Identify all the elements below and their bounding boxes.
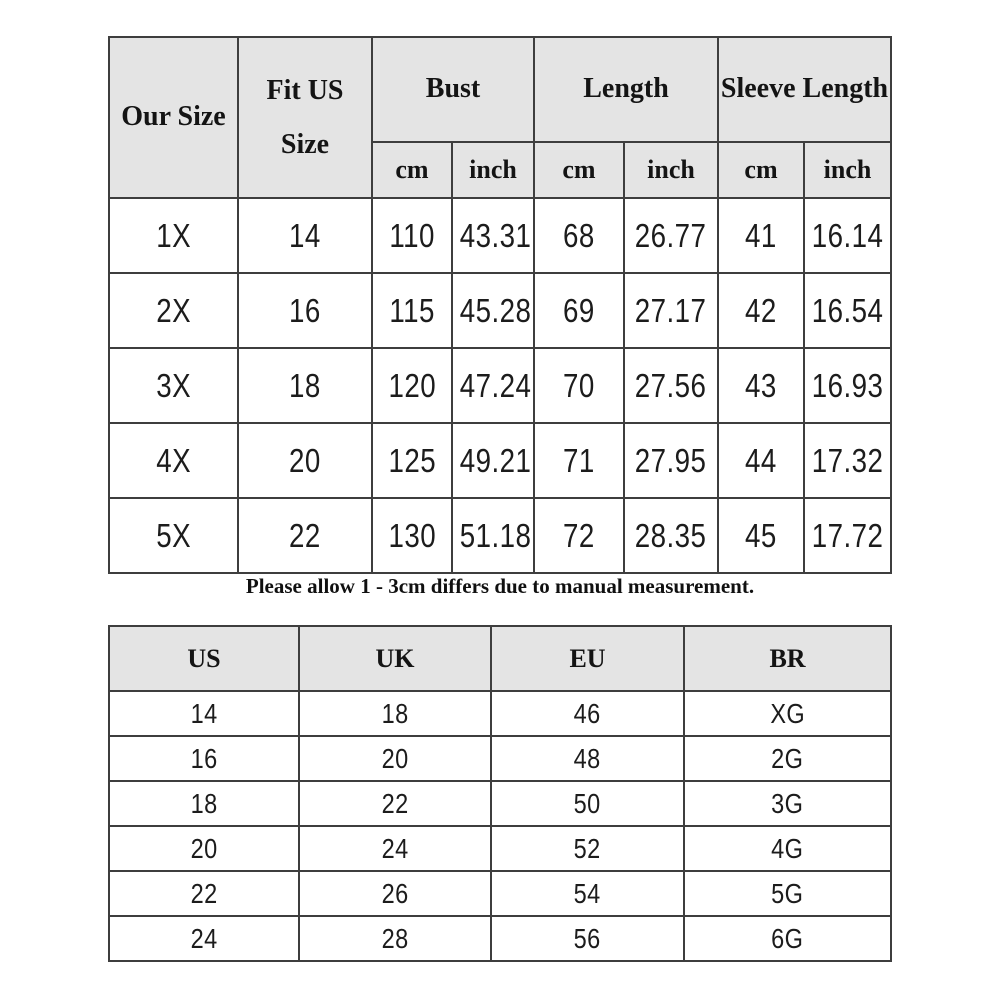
cell-br: 5G (684, 871, 891, 916)
cell-fit-us: 18 (238, 348, 372, 423)
conversion-header-row (109, 626, 891, 691)
header-sleeve-length: Sleeve Length (718, 37, 891, 142)
cell-sleeve-inch: 16.93 (804, 348, 891, 423)
cell-bust-cm: 120 (372, 348, 452, 423)
cell-eu: 46 (491, 691, 684, 736)
cell-bust-inch: 49.21 (452, 423, 534, 498)
size-row-4x (109, 423, 891, 498)
cell-sleeve-cm: 41 (718, 198, 804, 273)
conversion-row (109, 916, 891, 961)
measurement-note: Please allow 1 - 3cm differs due to manual measurement. (245, 574, 755, 598)
conversion-row (109, 781, 891, 826)
size-conversion-table (108, 625, 892, 962)
cell-sleeve-cm: 42 (718, 273, 804, 348)
cell-our-size: 4X (109, 423, 238, 498)
cell-length-cm: 71 (534, 423, 624, 498)
size-row-5x (109, 498, 891, 573)
conversion-row (109, 871, 891, 916)
conversion-row (109, 826, 891, 871)
header-bust: Bust (372, 37, 534, 142)
cell-fit-us: 20 (238, 423, 372, 498)
cell-us: 22 (109, 871, 299, 916)
header-length-inch: inch (624, 142, 718, 198)
cell-uk: 18 (299, 691, 491, 736)
cell-fit-us: 16 (238, 273, 372, 348)
cell-uk: 22 (299, 781, 491, 826)
cell-bust-inch: 43.31 (452, 198, 534, 273)
cell-br: 6G (684, 916, 891, 961)
cell-length-cm: 70 (534, 348, 624, 423)
cell-our-size: 5X (109, 498, 238, 573)
cell-length-inch: 26.77 (624, 198, 718, 273)
cell-eu: 54 (491, 871, 684, 916)
cell-br: 2G (684, 736, 891, 781)
size-measurements-table (108, 36, 892, 574)
header-eu: EU (491, 626, 684, 691)
cell-length-inch: 27.95 (624, 423, 718, 498)
cell-eu: 52 (491, 826, 684, 871)
header-length: Length (534, 37, 718, 142)
cell-sleeve-inch: 16.14 (804, 198, 891, 273)
cell-sleeve-cm: 45 (718, 498, 804, 573)
cell-our-size: 2X (109, 273, 238, 348)
cell-us: 24 (109, 916, 299, 961)
cell-uk: 20 (299, 736, 491, 781)
cell-sleeve-inch: 17.32 (804, 423, 891, 498)
size-row-2x (109, 273, 891, 348)
header-bust-cm: cm (372, 142, 452, 198)
cell-bust-inch: 51.18 (452, 498, 534, 573)
cell-bust-cm: 110 (372, 198, 452, 273)
conversion-row (109, 691, 891, 736)
cell-length-inch: 28.35 (624, 498, 718, 573)
header-our-size: Our Size (109, 37, 238, 198)
size-row-3x (109, 348, 891, 423)
size-table-header-row (109, 37, 891, 142)
cell-sleeve-cm: 43 (718, 348, 804, 423)
cell-bust-inch: 45.28 (452, 273, 534, 348)
cell-length-inch: 27.56 (624, 348, 718, 423)
cell-length-cm: 68 (534, 198, 624, 273)
size-row-1x (109, 198, 891, 273)
cell-uk: 24 (299, 826, 491, 871)
cell-uk: 28 (299, 916, 491, 961)
cell-fit-us: 22 (238, 498, 372, 573)
cell-us: 20 (109, 826, 299, 871)
cell-us: 16 (109, 736, 299, 781)
cell-br: 4G (684, 826, 891, 871)
header-bust-inch: inch (452, 142, 534, 198)
header-fit-us-size: Fit US Size (238, 37, 372, 198)
cell-eu: 50 (491, 781, 684, 826)
conversion-row (109, 736, 891, 781)
header-length-cm: cm (534, 142, 624, 198)
cell-length-cm: 72 (534, 498, 624, 573)
cell-bust-cm: 130 (372, 498, 452, 573)
cell-sleeve-inch: 16.54 (804, 273, 891, 348)
header-sleeve-inch: inch (804, 142, 891, 198)
cell-uk: 26 (299, 871, 491, 916)
cell-fit-us: 14 (238, 198, 372, 273)
cell-bust-cm: 115 (372, 273, 452, 348)
cell-sleeve-cm: 44 (718, 423, 804, 498)
cell-eu: 56 (491, 916, 684, 961)
header-sleeve-cm: cm (718, 142, 804, 198)
cell-length-inch: 27.17 (624, 273, 718, 348)
cell-us: 14 (109, 691, 299, 736)
cell-br: XG (684, 691, 891, 736)
cell-length-cm: 69 (534, 273, 624, 348)
header-us: US (109, 626, 299, 691)
header-br: BR (684, 626, 891, 691)
cell-our-size: 1X (109, 198, 238, 273)
cell-our-size: 3X (109, 348, 238, 423)
cell-bust-inch: 47.24 (452, 348, 534, 423)
cell-br: 3G (684, 781, 891, 826)
cell-us: 18 (109, 781, 299, 826)
cell-eu: 48 (491, 736, 684, 781)
cell-bust-cm: 125 (372, 423, 452, 498)
header-uk: UK (299, 626, 491, 691)
cell-sleeve-inch: 17.72 (804, 498, 891, 573)
